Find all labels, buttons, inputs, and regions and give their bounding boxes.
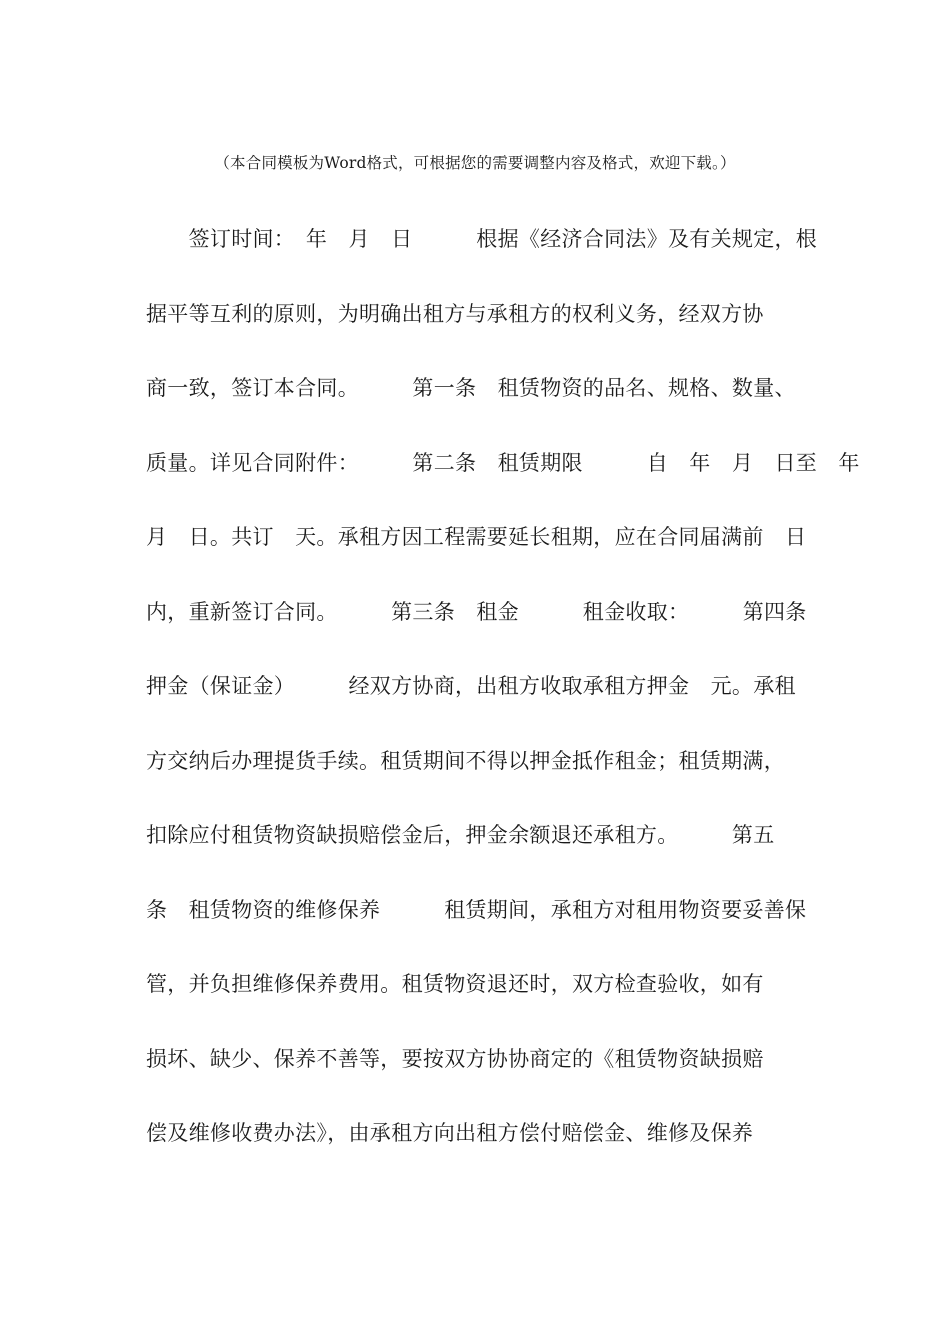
body-line: 偿及维修收费办法》，由承租方向出租方偿付赔偿金、维修及保养 [146,1121,754,1145]
body-line: 押金（保证金） 经双方协商，出租方收取承租方押金 元。承租 [146,674,796,698]
body-line: 条 租赁物资的维修保养 租赁期间，承租方对租用物资要妥善保 [146,897,807,922]
body-line: 月 日。共订 天。承租方因工程需要延长租期，应在合同届满前 日 [146,525,807,549]
body-line: 内，重新签订合同。 第三条 租金 租金收取： 第四条 [146,599,807,624]
body-line: 商一致，签订本合同。 第一条 租赁物资的品名、规格、数量、 [146,376,796,400]
body-line: 签订时间： 年 月 日 根据《经济合同法》及有关规定，根 [146,227,818,251]
template-note: （本合同模板为Word格式，可根据您的需要调整内容及格式，欢迎下载。） [214,154,736,172]
body-line: 管，并负担维修保养费用。租赁物资退还时，双方检查验收，如有 [146,972,764,996]
body-line: 损坏、缺少、保养不善等，要按双方协协商定的《租赁物资缺损赔 [146,1046,764,1071]
body-line: 据平等互利的原则，为明确出租方与承租方的权利义务，经双方协 [146,301,764,326]
body-line: 质量。详见合同附件： 第二条 租赁期限 自 年 月 日至 年 [146,450,860,475]
body-line: 扣除应付租赁物资缺损赔偿金后，押金余额退还承租方。 第五 [146,823,775,847]
contract-body [146,219,860,1188]
body-line: 方交纳后办理提货手续。租赁期间不得以押金抵作租金；租赁期满， [146,748,785,773]
